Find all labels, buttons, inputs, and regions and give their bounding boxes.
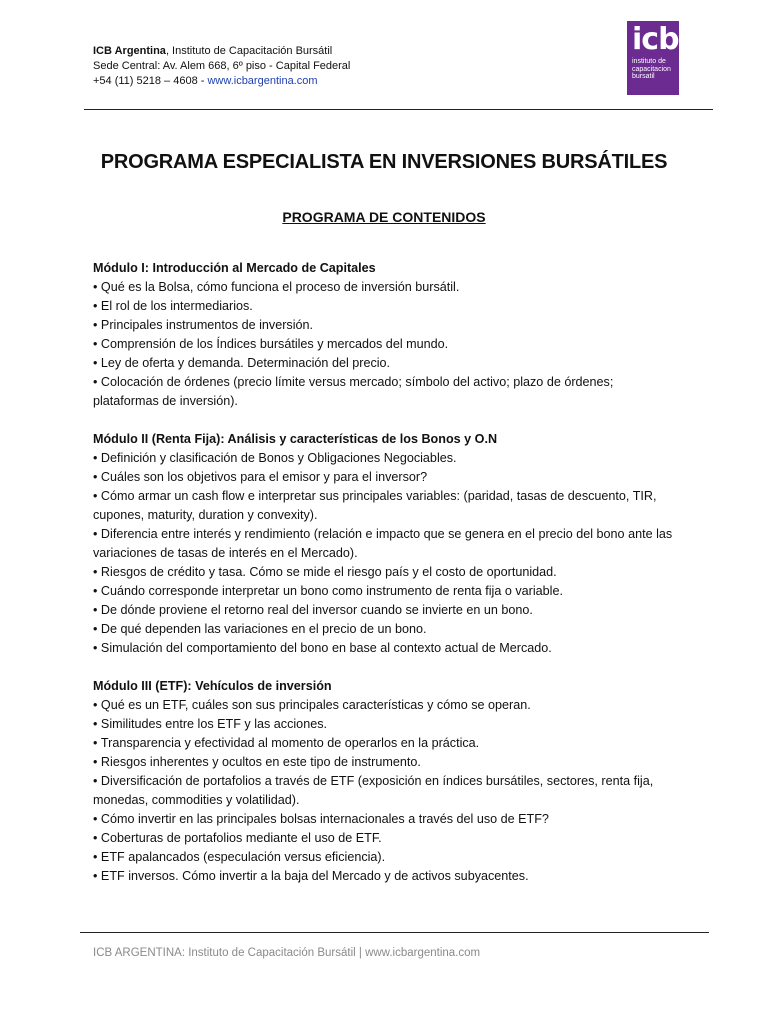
icb-logo (627, 21, 679, 95)
section-subtitle: PROGRAMA DE CONTENIDOS (282, 209, 486, 225)
list-item: • Qué es un ETF, cuáles son sus principales características y cómo se operan. (93, 696, 673, 715)
footer-divider (80, 932, 709, 933)
list-item: • Colocación de órdenes (precio límite versus mercado; símbolo del activo; plazo de órdenes; plataformas de inversión). (93, 373, 673, 411)
list-item: • Riesgos de crédito y tasa. Cómo se mide el riesgo país y el costo de oportunidad. (93, 563, 673, 582)
list-item: • Principales instrumentos de inversión. (93, 316, 673, 335)
logo-text (632, 58, 674, 81)
list-item: • Definición y clasificación de Bonos y Obligaciones Negociables. (93, 449, 673, 468)
website-link[interactable]: www.icbargentina.com (207, 75, 318, 87)
page-title: PROGRAMA ESPECIALISTA EN INVERSIONES BURSÁTILES (100, 151, 668, 173)
list-item: • Comprensión de los Índices bursátiles y mercados del mundo. (93, 335, 673, 354)
list-item: • Diferencia entre interés y rendimiento (relación e impacto que se genera en el precio del bono ante las variaciones de tasas de interés en el Mercado). (93, 525, 673, 563)
logo-text-line: instituto de (632, 58, 666, 65)
list-item: • Cuándo corresponde interpretar un bono como instrumento de renta fija o variable. (93, 582, 673, 601)
list-item: • Cuáles son los objetivos para el emisor y para el inversor? (93, 468, 673, 487)
contact-line (93, 74, 693, 89)
module-3 (93, 677, 673, 886)
logo-text-line: capacitacion (632, 65, 671, 73)
org-line (93, 44, 693, 59)
module-2 (93, 430, 673, 658)
logo-mark: icb (632, 22, 679, 57)
program-content (93, 259, 673, 905)
list-item: • Riesgos inherentes y ocultos en este tipo de instrumento. (93, 753, 673, 772)
org-desc: , Instituto de Capacitación Bursátil (165, 45, 333, 57)
page-footer: ICB ARGENTINA: Instituto de Capacitación Bursátil | www.icbargentina.com (93, 947, 481, 959)
org-name: ICB Argentina (93, 45, 166, 57)
list-item: • Simulación del comportamiento del bono en base al contexto actual de Mercado. (93, 639, 673, 658)
letterhead (93, 44, 693, 89)
list-item: • ETF apalancados (especulación versus eficiencia). (93, 848, 673, 867)
list-item: • Cómo armar un cash flow e interpretar sus principales variables: (paridad, tasas de descuento, TIR, cupones, maturity, duration y convexity). (93, 487, 673, 525)
list-item: • El rol de los intermediarios. (93, 297, 673, 316)
header-divider (84, 109, 713, 110)
module-title: Módulo III (ETF): Vehículos de inversión (93, 679, 332, 693)
module-title: Módulo II (Renta Fija): Análisis y características de los Bonos y O.N (93, 432, 498, 446)
list-item: • Similitudes entre los ETF y las acciones. (93, 715, 673, 734)
list-item: • De qué dependen las variaciones en el precio de un bono. (93, 620, 673, 639)
address-line: Sede Central: Av. Alem 668, 6º piso - Capital Federal (93, 60, 351, 72)
list-item: • De dónde proviene el retorno real del inversor cuando se invierte en un bono. (93, 601, 673, 620)
module-1 (93, 259, 673, 411)
logo-text-line: bursatil (632, 73, 655, 80)
list-item: • ETF inversos. Cómo invertir a la baja del Mercado y de activos subyacentes. (93, 867, 673, 886)
phone: +54 (11) 5218 – 4608 - (93, 75, 208, 87)
list-item: • Diversificación de portafolios a través de ETF (exposición en índices bursátiles, sectores, renta fija, monedas, commodities y volatilidad). (93, 772, 673, 810)
list-item: • Qué es la Bolsa, cómo funciona el proceso de inversión bursátil. (93, 278, 673, 297)
list-item: • Coberturas de portafolios mediante el uso de ETF. (93, 829, 673, 848)
list-item: • Ley de oferta y demanda. Determinación del precio. (93, 354, 673, 373)
list-item: • Transparencia y efectividad al momento de operarlos en la práctica. (93, 734, 673, 753)
module-title: Módulo I: Introducción al Mercado de Capitales (93, 261, 376, 275)
list-item: • Cómo invertir en las principales bolsas internacionales a través del uso de ETF? (93, 810, 673, 829)
